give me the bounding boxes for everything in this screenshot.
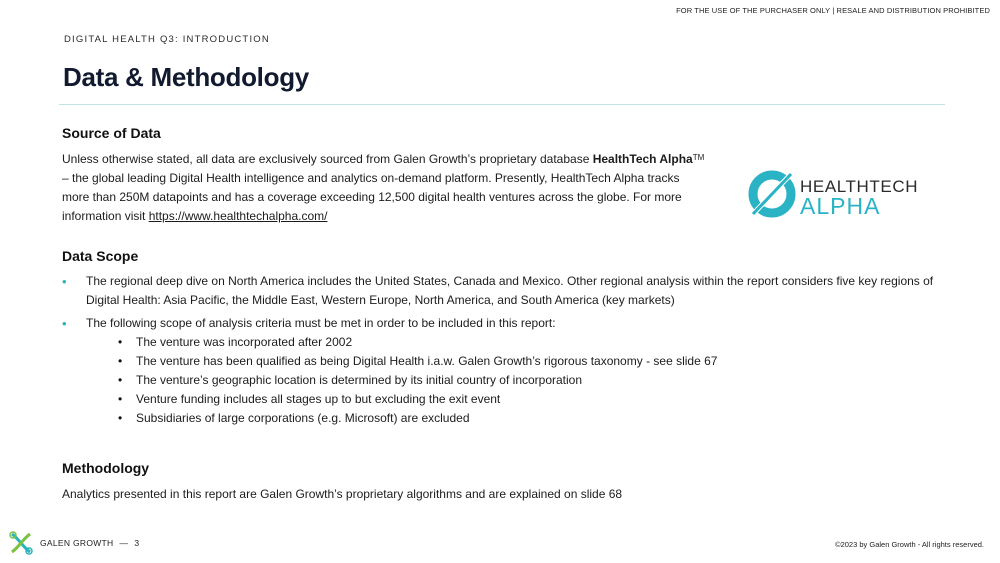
methodology-heading: Methodology — [62, 460, 150, 476]
criteria-text: The venture was incorporated after 2002 — [136, 335, 353, 349]
source-line-4 — [62, 207, 742, 226]
footer-brand-name: GALEN GROWTH — [40, 538, 114, 548]
bullet-icon: • — [62, 274, 67, 289]
source-text: Unless otherwise stated, all data are exclusively sourced from Galen Growth’s proprietary database — [62, 152, 593, 166]
criteria-text: Subsidiaries of large corporations (e.g. Microsoft) are excluded — [136, 411, 470, 425]
logo-line-1: HEALTHTECH — [800, 177, 919, 196]
criteria-list — [86, 333, 957, 428]
healthtechalpha-link[interactable]: https://www.healthtechalpha.com/ — [148, 209, 328, 223]
page-number: 3 — [134, 538, 140, 548]
scope-bullet-2-text: The following scope of analysis criteria must be met in order to be included in this report: — [86, 316, 556, 330]
scope-bullet-1-text: The regional deep dive on North America includes the United States, Canada and Mexico. Other regional analysis within the report considers five key regions of Digital Health: Asia Pacific, the Middle East, Western Europe, North America, and South America (key markets) — [86, 274, 934, 307]
methodology-text: Analytics presented in this report are Galen Growth’s proprietary algorithms and are explained on slide 68 — [62, 487, 623, 501]
galen-growth-logo-icon — [8, 530, 34, 556]
healthtech-alpha-logo-graphic — [745, 166, 960, 222]
source-line-1 — [62, 150, 742, 169]
sub-bullet-icon: • — [118, 335, 123, 349]
criteria-text: Venture funding includes all stages up to but excluding the exit event — [136, 392, 501, 406]
scope-list — [62, 272, 957, 432]
section-kicker: DIGITAL HEALTH Q3: INTRODUCTION — [64, 34, 270, 45]
bullet-icon: • — [62, 316, 67, 331]
source-line-3: more than 250M datapoints and has a coverage exceeding 12,500 digital health ventures across the globe. For more — [62, 190, 682, 204]
source-line-2: – the global leading Digital Health intelligence and analytics on-demand platform. Presently, HealthTech Alpha tracks — [62, 171, 680, 185]
title-divider — [59, 104, 945, 105]
criteria-item — [118, 390, 957, 409]
sub-bullet-icon: • — [118, 354, 123, 368]
sub-bullet-icon: • — [118, 392, 123, 406]
source-paragraph — [62, 150, 742, 226]
footer-brand — [8, 530, 139, 556]
criteria-item — [118, 409, 957, 428]
footer-dash: — — [119, 538, 129, 548]
criteria-text: The venture’s geographic location is determined by its initial country of incorporation — [136, 373, 583, 387]
healthtech-alpha-logo — [745, 166, 960, 222]
criteria-item — [118, 333, 957, 352]
criteria-item — [118, 352, 957, 371]
page-title: Data & Methodology — [63, 62, 309, 92]
trademark: TM — [692, 153, 705, 162]
source-heading: Source of Data — [62, 125, 161, 141]
distribution-notice: FOR THE USE OF THE PURCHASER ONLY | RESALE AND DISTRIBUTION PROHIBITED — [676, 6, 990, 15]
sub-bullet-icon: • — [118, 411, 123, 425]
sub-bullet-icon: • — [118, 373, 123, 387]
logo-line-2: ALPHA — [800, 193, 881, 219]
scope-bullet-1 — [62, 272, 957, 310]
brand-name: HealthTech Alpha — [592, 152, 693, 166]
source-line-4-text: information visit — [62, 209, 149, 223]
scope-heading: Data Scope — [62, 248, 139, 264]
criteria-text: The venture has been qualified as being Digital Health i.a.w. Galen Growth’s rigorous taxonomy - see slide 67 — [136, 354, 718, 368]
scope-bullet-2 — [62, 314, 957, 428]
copyright: ©2023 by Galen Growth - All rights reserved. — [835, 540, 984, 549]
criteria-item — [118, 371, 957, 390]
